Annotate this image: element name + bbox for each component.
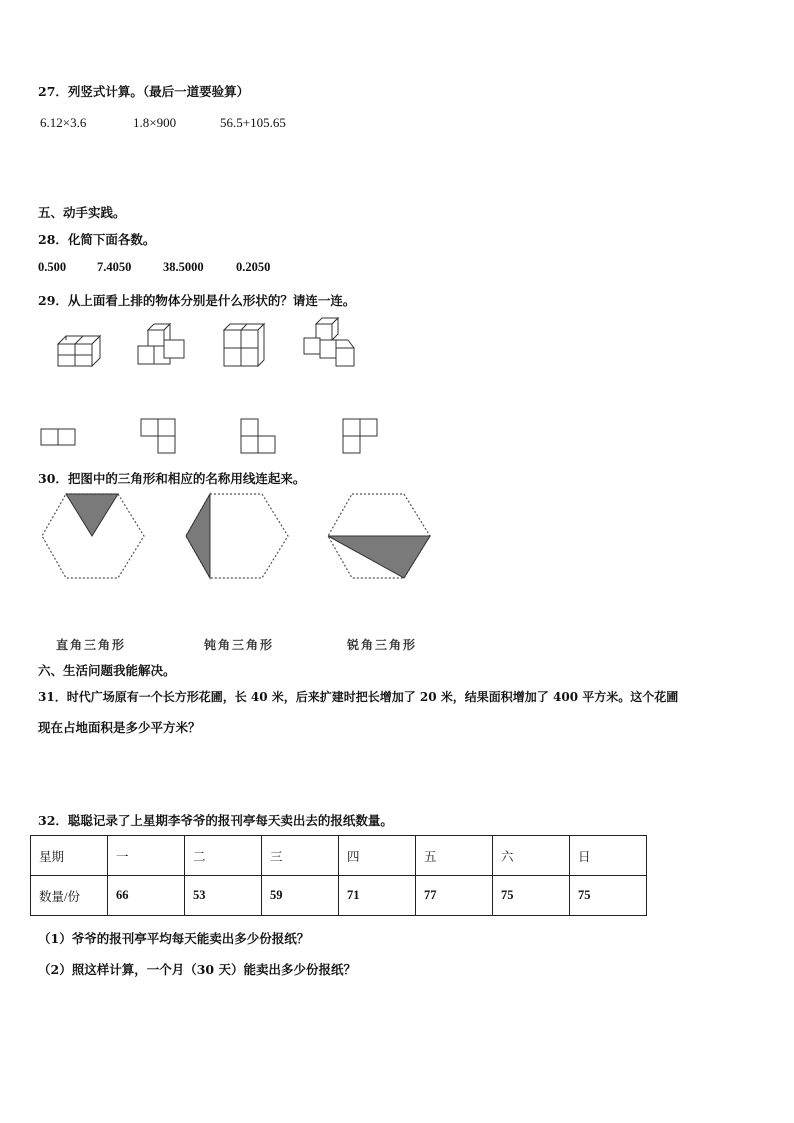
q27-expr-1: 6.12×3.6 xyxy=(40,115,87,130)
table-cell: 53 xyxy=(185,876,262,916)
table-cell: 星期 xyxy=(31,836,108,876)
q32-sub-question-1: （1）爷爷的报刊亭平均每天能卖出多少份报纸？ xyxy=(38,931,310,946)
table-row xyxy=(31,876,647,916)
table-cell: 75 xyxy=(493,876,570,916)
triangle-label-right: 直角三角形 xyxy=(56,638,127,652)
table-header-row xyxy=(31,836,647,876)
table-cell: 77 xyxy=(416,876,493,916)
cube-figure-3 xyxy=(218,320,278,372)
triangle-label-acute: 锐角三角形 xyxy=(347,638,418,652)
table-cell: 59 xyxy=(262,876,339,916)
section-5-heading: 五、动手实践。 xyxy=(38,205,126,220)
q32-title: 32．聪聪记录了上星期李爷爷的报刊亭每天卖出去的报纸数量。 xyxy=(38,813,393,828)
table-cell: 数量/份 xyxy=(31,876,108,916)
table-cell: 一 xyxy=(108,836,185,876)
top-view-shape-1 xyxy=(40,428,80,448)
q29-title: 29．从上面看上排的物体分别是什么形状的？请连一连。 xyxy=(38,293,356,308)
top-view-shape-3 xyxy=(240,418,280,458)
q28-number-4: 0.2050 xyxy=(236,260,271,274)
table-cell: 71 xyxy=(339,876,416,916)
table-cell: 五 xyxy=(416,836,493,876)
q28-number-1: 0.500 xyxy=(38,260,67,274)
hexagon-figure-3 xyxy=(326,492,432,582)
section-6-heading: 六、生活问题我能解决。 xyxy=(38,663,176,678)
cube-figure-4 xyxy=(298,316,360,372)
table-cell: 四 xyxy=(339,836,416,876)
q27-title: 27．列竖式计算。（最后一道要验算） xyxy=(38,84,250,99)
q27-expr-3: 56.5+105.65 xyxy=(220,115,286,130)
table-cell: 75 xyxy=(570,876,647,916)
cube-figure-1 xyxy=(50,322,110,372)
q28-title: 28．化简下面各数。 xyxy=(38,232,156,247)
q31-line-1: 31．时代广场原有一个长方形花圃，长 40 米，后来扩建时把长增加了 20 米，结果面积增加了 400 平方米。这个花圃 xyxy=(38,690,679,704)
top-view-shape-2 xyxy=(140,418,180,458)
table-cell: 日 xyxy=(570,836,647,876)
newspaper-sales-table xyxy=(30,835,647,916)
triangle-label-obtuse: 钝角三角形 xyxy=(204,638,275,652)
table-cell: 六 xyxy=(493,836,570,876)
cube-figure-2 xyxy=(132,320,192,372)
top-view-shape-4 xyxy=(342,418,382,458)
table-cell: 三 xyxy=(262,836,339,876)
hexagon-figure-2 xyxy=(184,492,290,582)
q32-sub-question-2: （2）照这样计算，一个月（30 天）能卖出多少份报纸？ xyxy=(38,962,356,977)
q28-number-2: 7.4050 xyxy=(97,260,132,274)
q31-line-2: 现在占地面积是多少平方米？ xyxy=(38,720,201,735)
q28-number-3: 38.5000 xyxy=(163,260,204,274)
q27-expr-2: 1.8×900 xyxy=(133,115,177,130)
q30-title: 30．把图中的三角形和相应的名称用线连起来。 xyxy=(38,471,306,486)
hexagon-figure-1 xyxy=(40,492,146,582)
table-cell: 66 xyxy=(108,876,185,916)
table-cell: 二 xyxy=(185,836,262,876)
